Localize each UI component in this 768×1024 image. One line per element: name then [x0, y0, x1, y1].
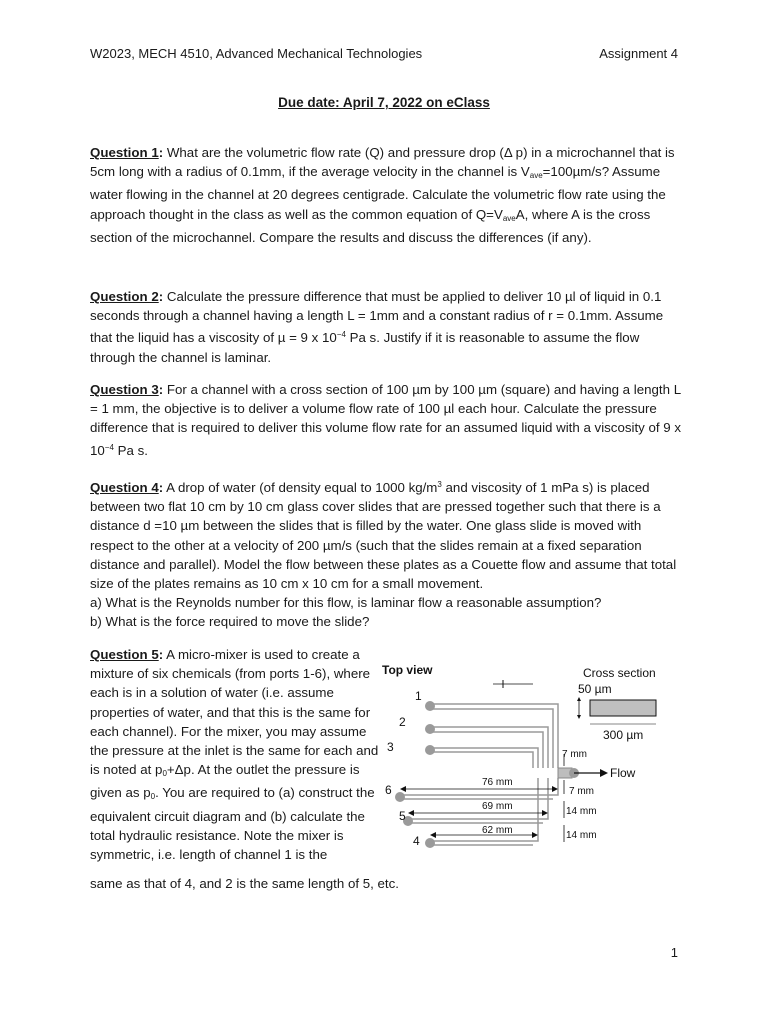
question-4-part-a: a) What is the Reynolds number for this flow, is laminar flow a reasonable assumption?: [90, 595, 602, 611]
gap-14mm-label: 14 mm: [566, 806, 597, 817]
port-1-label: 1: [415, 689, 422, 703]
question-5-title: Question 5: [90, 647, 159, 662]
question-5-text-c: . You are required to (a) construct the equivalent circuit diagram and (b) calculate the total hydraulic resistance. Note the mixer is symmetric, i.e. length of channel 1 is the: [90, 785, 375, 863]
figure-width-label: 50 µm: [578, 682, 612, 696]
micromixer-figure: [378, 658, 678, 858]
question-2-text-a: Calculate the pressure difference that must be applied to deliver 10 µl of liquid in 0.1 seconds through a channel having a length L = 1mm and a constant radius of r = 0.1mm. Assume that the liquid has a viscosity of µ = 9 x 10: [90, 289, 664, 346]
question-3: Question 3: For a channel with a cross section of 100 µm by 100 µm (square) and having a length L = 1 mm, the objective is to deliver a volume flow rate of 100 µl each hour. Calculate the pressure difference that is required to deliver this volume flow rate for an assumed liquid with a viscosity of 9 x $10^{-4}$ Pa s.: [90, 382, 682, 458]
question-1-text-b: =100µm/s? Assume water flowing in the channel at 20 degrees centigrade. Calculate the volumetric flow rate using the approach thought in the class as well as the common equation of Q=V: [90, 164, 666, 222]
header-assignment: Assignment 4: [599, 46, 678, 61]
dim-69mm-label: 69 mm: [482, 801, 513, 812]
gap-7mm-label: 7 mm: [569, 786, 594, 797]
question-2-sup: −4: [336, 330, 346, 340]
question-1-text-a: What are the volumetric flow rate (Q) and pressure drop (Δ p) in a microchannel that is 5cm long with a radius of 0.1mm, if the average velocity in the channel is V: [90, 145, 675, 180]
figure-flow-label: Flow: [610, 766, 636, 780]
page-number: 1: [670, 945, 678, 960]
question-2: Question 2: Calculate the pressure difference that must be applied to deliver 10 µl of liquid in 0.1 seconds through a channel having a length L = 1mm and a constant radius of r = 0.1mm. Assume that the liquid has a viscosity of µ = 9 x $10^{-4}$ Pa s. Justify if it is reasonable to assume the flow through the channel is laminar.: [90, 289, 664, 365]
question-4-part-b: b) What is the force required to move the slide?: [90, 614, 370, 630]
question-2-title: Question 2: [90, 289, 159, 304]
gap-7mm-top-label: 7 mm: [562, 749, 587, 760]
question-1-sub2: ave: [502, 213, 516, 223]
dim-62mm-label: 62 mm: [482, 825, 513, 836]
question-3-title: Question 3: [90, 382, 159, 397]
port-2-label: 2: [399, 715, 406, 729]
question-5-tail: same as that of 4, and 2 is the same length of 5, etc.: [90, 876, 399, 891]
question-3-sup: −4: [104, 442, 114, 452]
port-6-label: 6: [385, 783, 392, 797]
question-5-sub2: 0: [150, 792, 156, 802]
figure-top-view-label: Top view: [382, 663, 433, 677]
figure-length-label: 300 µm: [603, 728, 644, 742]
figure-cross-section-label: Cross section: [583, 666, 656, 680]
question-5: Question 5: A micro-mixer is used to create a mixture of six chemicals (from ports 1-6), where each is in a solution of water (i.e. assume properties of water, and that this is the same for each channel). For the mixer, you may assume the pressure at the inlet is the same for each and is noted at $p_0+\Delta p$. At the outlet the pressure is given as $p_0$. You are required to (a) construct the equivalent circuit diagram and (b) calculate the total hydraulic resistance. Note the mixer is symmetric, i.e. length of channel 1 is the: [90, 647, 379, 863]
port-3-label: 3: [387, 740, 394, 754]
due-date: Due date: April 7, 2022 on eClass: [278, 95, 490, 110]
question-4-title: Question 4: [90, 480, 159, 495]
gap-14mm-bottom-label: 14 mm: [566, 830, 597, 841]
question-4-sup: 3: [437, 480, 442, 489]
dim-76mm-label: 76 mm: [482, 777, 513, 788]
port-5-label: 5: [399, 809, 406, 823]
question-4: Question 4: A drop of water (of density equal to 1000 $kg/m^3$ and viscosity of 1 mPa s) is placed between two flat 10 cm by 10 cm glass cover slides that are pressed together such that there is a distance d =10 µm between the slides that is filled by the water. One glass slide is moved with respect to the other at a velocity of 200 µm/s (such that the slides remain at a fixed separation distance and parallel). Model the flow between these plates as a Couette flow and assume that total size of the plates remains as 10 cm x 10 cm for a small movement. a) What is the Reynolds number for this flow, is laminar flow a reasonable assumption? b) What is the force required to move the slide?: [90, 480, 677, 630]
question-1-title: Question 1: [90, 145, 159, 160]
header-course: W2023, MECH 4510, Advanced Mechanical Technologies: [90, 46, 423, 61]
question-1-text-c: A, where A is the cross section of the microchannel. Compare the results and discuss the differences (if any).: [90, 206, 651, 245]
question-3-text-b: Pa s.: [113, 442, 148, 458]
port-4-label: 4: [413, 834, 420, 848]
cross-section-rect: [590, 700, 656, 716]
question-4-text-b: and viscosity of 1 mPa s) is placed between two flat 10 cm by 10 cm glass cover slides that are pressed together such that there is a distance d =10 µm between the slides that is filled by the water. One glass slide is moved with respect to the other at a velocity of 200 µm/s (such that the slides remain at a fixed separation distance and parallel). Model the flow between these plates as a Couette flow and assume that total size of the plates remains as 10 cm x 10 cm for a small movement.: [90, 480, 677, 592]
question-5-sub1: 0: [162, 769, 167, 779]
question-1-sub1: ave: [529, 171, 543, 181]
question-5-text-a: A micro-mixer is used to create a mixture of six chemicals (from ports 1-6), where each is in a solution of water (i.e. assume properties of water, and that this is the same for each channel). For the mixer, you may assume the pressure at the inlet is the same for each and is noted at p: [90, 647, 379, 778]
question-2-text-b: Pa s. Justify if it is reasonable to assume the flow through the channel is laminar.: [90, 330, 640, 365]
question-1: Question 1: What are the volumetric flow rate (Q) and pressure drop (Δ p) in a microchannel that is 5cm long with a radius of 0.1mm, if the average velocity in the channel is $V_{ave}=100\mu m/s$? Assume water flowing in the channel at 20 degrees centigrade. Calculate the volumetric flow rate using the approach thought in the class as well as the common equation of $Q=V_{ave}A$, where A is the cross section of the microchannel. Compare the results and discuss the differences (if any).: [90, 145, 675, 245]
question-5-text-b: +Δp. At the outlet the pressure is given as p: [90, 762, 360, 801]
question-4-text-a: A drop of water (of density equal to 1000 kg/m: [163, 480, 438, 495]
question-3-text-a: For a channel with a cross section of 100 µm by 100 µm (square) and having a length L = 1 mm, the objective is to deliver a volume flow rate of 100 µl each hour. Calculate the pressure difference that is required to deliver this volume flow rate for an assumed liquid with a viscosity of 9 x 10: [90, 382, 682, 458]
